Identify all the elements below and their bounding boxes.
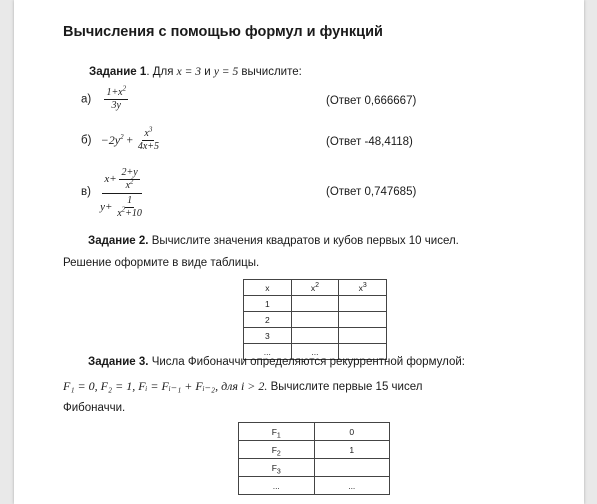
item-marker: в) bbox=[81, 185, 91, 198]
task1-cond-x: x = 3 bbox=[176, 66, 201, 78]
task3-line1: Задание 3. Числа Фибоначчи определяются рекуррентной формулой: bbox=[88, 356, 465, 368]
header-x-squared: $x^2$ bbox=[291, 280, 339, 296]
table-row: $F_2$ 1 bbox=[239, 441, 390, 459]
squares-cubes-table bbox=[243, 279, 387, 360]
task3-label: Задание 3. bbox=[88, 356, 149, 368]
task2-line2: Решение оформите в виде таблицы. bbox=[63, 257, 260, 269]
task1-item-c bbox=[81, 168, 146, 219]
item-marker: а) bbox=[81, 93, 92, 106]
answer-a: (Ответ 0,666667) bbox=[326, 95, 417, 107]
formula-c: x+ $\frac{2+y}{x^2}$ y+ $\frac{1}{x^2+10}$ bbox=[100, 167, 142, 219]
table-row: ... ... bbox=[244, 344, 387, 360]
document-page bbox=[14, 0, 584, 504]
answer-c: (Ответ 0,747685) bbox=[326, 186, 417, 198]
task1-heading: Задание 1. Для x = 3 и y = 5 вычислите: bbox=[89, 66, 302, 78]
answer-b: (Ответ -48,4118) bbox=[326, 136, 413, 148]
table-row: $F_1$ 0 bbox=[239, 423, 390, 441]
table-row: ... ... bbox=[239, 477, 390, 495]
task1-item-b: $б) -2y^2$ + $\frac{x^3}{4x+5}$ bbox=[81, 125, 159, 152]
table-row: 2 bbox=[244, 312, 387, 328]
table-header-row bbox=[244, 280, 387, 296]
task3-line2: F₁ = 0, F₂ = 1, Fᵢ = Fᵢ₋₁ + Fᵢ₋₂, для i > 2. Вычислите первые 15 чисел bbox=[63, 379, 423, 393]
task1-label: Задание 1 bbox=[89, 66, 147, 78]
header-x-cubed: $x^3$ bbox=[339, 280, 387, 296]
table-row: $F_3$ bbox=[239, 459, 390, 477]
page-title: Вычисления с помощью формул и функций bbox=[63, 24, 383, 40]
task2-line1: Задание 2. Вычислите значения квадратов и кубов первых 10 чисел. bbox=[88, 235, 459, 247]
header-x: x bbox=[244, 280, 292, 296]
table-row: 1 bbox=[244, 296, 387, 312]
formula-a: $\frac{1+x^2}{3y}$ bbox=[106, 84, 127, 111]
task1-cond-y: y = 5 bbox=[213, 66, 239, 78]
table-row: 3 bbox=[244, 328, 387, 344]
task1-item-a bbox=[81, 84, 128, 111]
fibonacci-formula: F₁ = 0, F₂ = 1, Fᵢ = Fᵢ₋₁ + Fᵢ₋₂, для i > 2. bbox=[63, 379, 268, 393]
task2-label: Задание 2. bbox=[88, 235, 149, 247]
formula-b: $\frac{x^3}{4x+5}$ bbox=[137, 125, 159, 152]
item-marker: б) bbox=[81, 134, 92, 147]
task3-line3: Фибоначчи. bbox=[63, 402, 126, 414]
fibonacci-table bbox=[238, 422, 390, 495]
